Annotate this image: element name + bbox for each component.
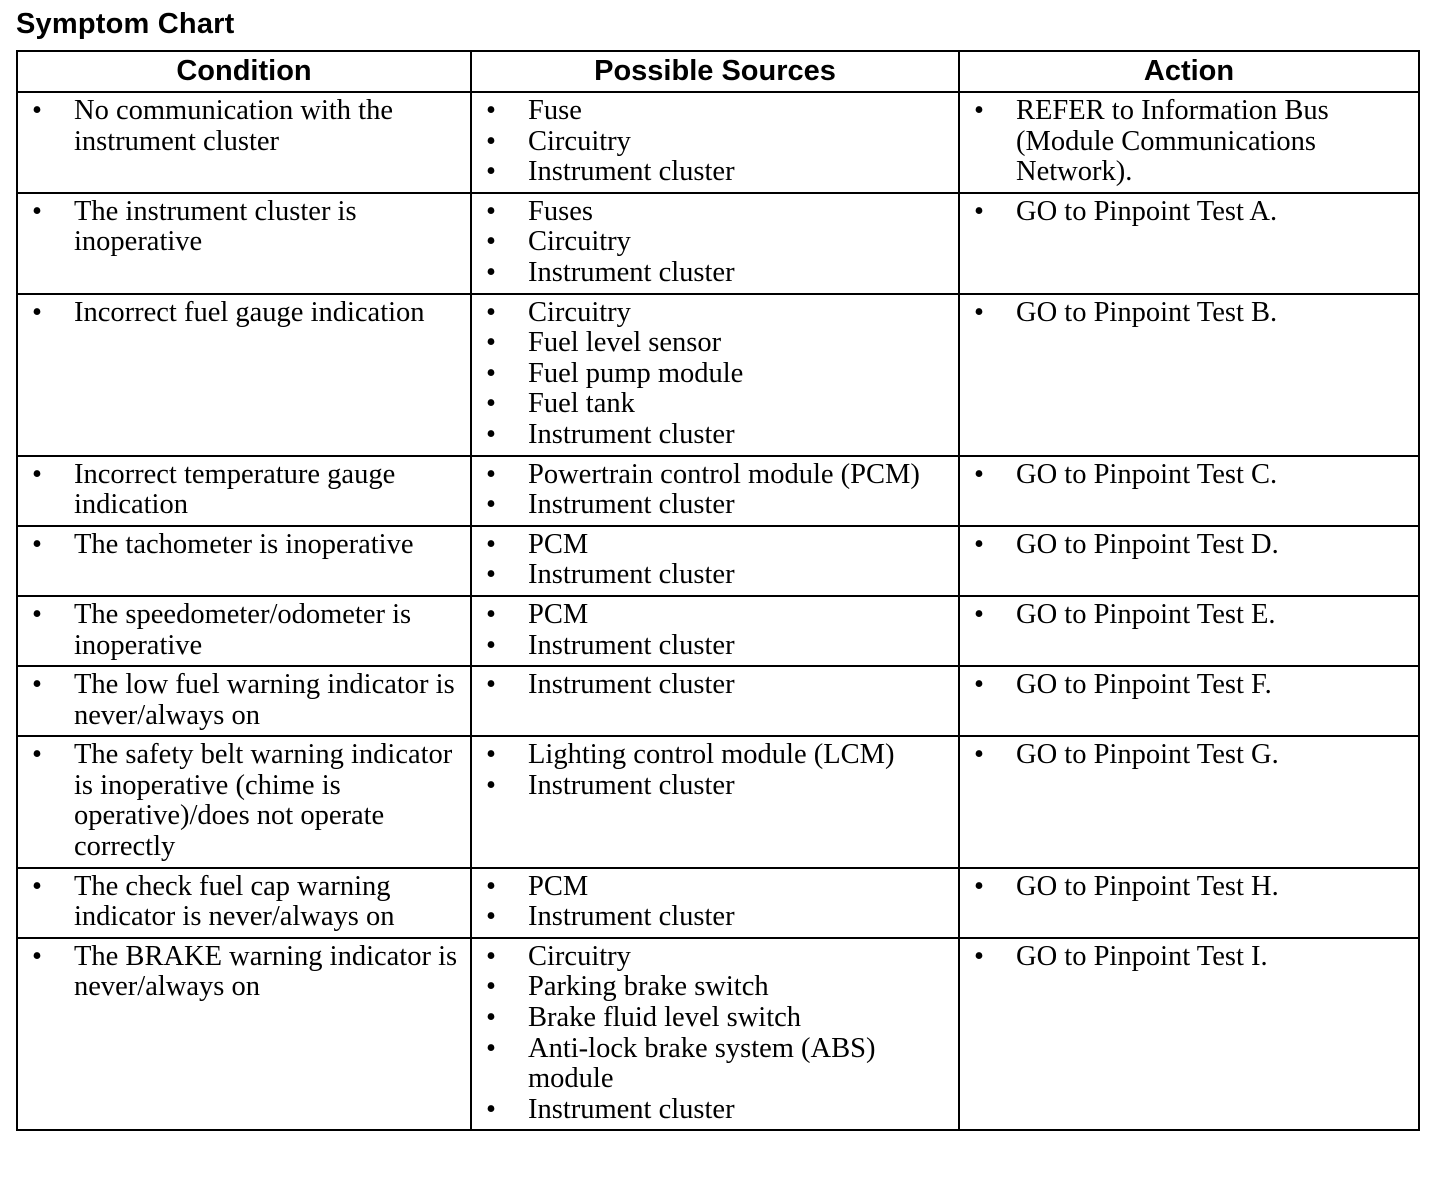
source-item: • PCM [482,600,948,631]
action-cell [959,666,1419,736]
action-cell [959,193,1419,294]
source-item: • Instrument cluster [482,631,948,662]
condition-cell [17,294,471,456]
action-text: • GO to Pinpoint Test D. [970,530,1408,561]
condition-cell [17,736,471,867]
possible-sources-list [482,530,948,591]
table-row [17,456,1419,526]
possible-sources-list [482,872,948,933]
action-list [970,530,1408,561]
condition-text: • The speedometer/odometer is inoperative [28,600,460,661]
action-cell [959,92,1419,193]
action-cell [959,294,1419,456]
condition-cell [17,92,471,193]
header-condition: Condition [17,51,471,92]
table-row [17,596,1419,666]
table-row [17,294,1419,456]
header-possible-sources: Possible Sources [471,51,959,92]
condition-text: • The safety belt warning indicator is inoperative (chime is operative)/does not operate correctly [28,740,460,862]
condition-cell [17,596,471,666]
possible-sources-list [482,298,948,451]
action-text: • GO to Pinpoint Test I. [970,942,1408,973]
action-text: • GO to Pinpoint Test H. [970,872,1408,903]
source-item: • Instrument cluster [482,420,948,451]
condition-text: • The check fuel cap warning indicator is never/always on [28,872,460,933]
possible-sources-cell [471,666,959,736]
possible-sources-cell [471,526,959,596]
action-cell [959,596,1419,666]
condition-list [28,298,460,329]
action-list [970,740,1408,771]
condition-text: • Incorrect temperature gauge indication [28,460,460,521]
source-item: • Instrument cluster [482,258,948,289]
table-row [17,666,1419,736]
possible-sources-cell [471,92,959,193]
source-item: • Instrument cluster [482,560,948,591]
condition-list [28,600,460,661]
source-item: • Instrument cluster [482,157,948,188]
condition-cell [17,666,471,736]
action-list [970,298,1408,329]
table-row [17,193,1419,294]
action-cell [959,938,1419,1131]
action-list [970,942,1408,973]
condition-list [28,740,460,862]
action-text: • GO to Pinpoint Test B. [970,298,1408,329]
table-row [17,526,1419,596]
possible-sources-list [482,96,948,188]
source-item: • Fuel pump module [482,359,948,390]
source-item: • Brake fluid level switch [482,1003,948,1034]
table-row [17,938,1419,1131]
action-text: • GO to Pinpoint Test G. [970,740,1408,771]
action-text: • GO to Pinpoint Test F. [970,670,1408,701]
possible-sources-list [482,460,948,521]
action-text: • GO to Pinpoint Test A. [970,197,1408,228]
condition-list [28,942,460,1003]
condition-text: • The tachometer is inoperative [28,530,460,561]
condition-list [28,670,460,731]
source-item: • Instrument cluster [482,490,948,521]
action-list [970,670,1408,701]
table-row [17,92,1419,193]
header-action: Action [959,51,1419,92]
source-item: • Instrument cluster [482,670,948,701]
source-item: • Lighting control module (LCM) [482,740,948,771]
possible-sources-cell [471,868,959,938]
source-item: • Fuses [482,197,948,228]
symptom-chart-table [16,50,1420,1131]
condition-cell [17,938,471,1131]
source-item: • Powertrain control module (PCM) [482,460,948,491]
header-row [17,51,1419,92]
possible-sources-cell [471,456,959,526]
possible-sources-cell [471,938,959,1131]
possible-sources-cell [471,736,959,867]
source-item: • PCM [482,872,948,903]
possible-sources-list [482,740,948,801]
condition-list [28,872,460,933]
possible-sources-list [482,670,948,701]
source-item: • Circuitry [482,227,948,258]
source-item: • Circuitry [482,298,948,329]
possible-sources-cell [471,596,959,666]
possible-sources-list [482,600,948,661]
action-list [970,96,1408,188]
action-cell [959,736,1419,867]
table-body [17,92,1419,1130]
condition-text: • The low fuel warning indicator is never/always on [28,670,460,731]
condition-text: • The BRAKE warning indicator is never/always on [28,942,460,1003]
action-cell [959,526,1419,596]
action-list [970,600,1408,631]
condition-list [28,530,460,561]
possible-sources-list [482,942,948,1126]
source-item: • Circuitry [482,127,948,158]
action-text: • REFER to Information Bus (Module Communications Network). [970,96,1408,188]
condition-cell [17,526,471,596]
condition-list [28,197,460,258]
condition-text: • No communication with the instrument cluster [28,96,460,157]
source-item: • Instrument cluster [482,1095,948,1126]
action-text: • GO to Pinpoint Test E. [970,600,1408,631]
source-item: • Anti-lock brake system (ABS) module [482,1034,948,1095]
page-title: Symptom Chart [16,8,235,40]
table-row [17,868,1419,938]
source-item: • Instrument cluster [482,771,948,802]
table-row [17,736,1419,867]
action-cell [959,868,1419,938]
source-item: • Fuse [482,96,948,127]
source-item: • Parking brake switch [482,972,948,1003]
condition-list [28,460,460,521]
action-list [970,197,1408,228]
action-text: • GO to Pinpoint Test C. [970,460,1408,491]
condition-cell [17,456,471,526]
source-item: • Fuel level sensor [482,328,948,359]
action-list [970,460,1408,491]
condition-cell [17,868,471,938]
condition-text: • Incorrect fuel gauge indication [28,298,460,329]
condition-text: • The instrument cluster is inoperative [28,197,460,258]
condition-cell [17,193,471,294]
possible-sources-cell [471,294,959,456]
action-list [970,872,1408,903]
possible-sources-cell [471,193,959,294]
source-item: • Instrument cluster [482,902,948,933]
possible-sources-list [482,197,948,289]
source-item: • Fuel tank [482,389,948,420]
condition-list [28,96,460,157]
source-item: • PCM [482,530,948,561]
source-item: • Circuitry [482,942,948,973]
action-cell [959,456,1419,526]
